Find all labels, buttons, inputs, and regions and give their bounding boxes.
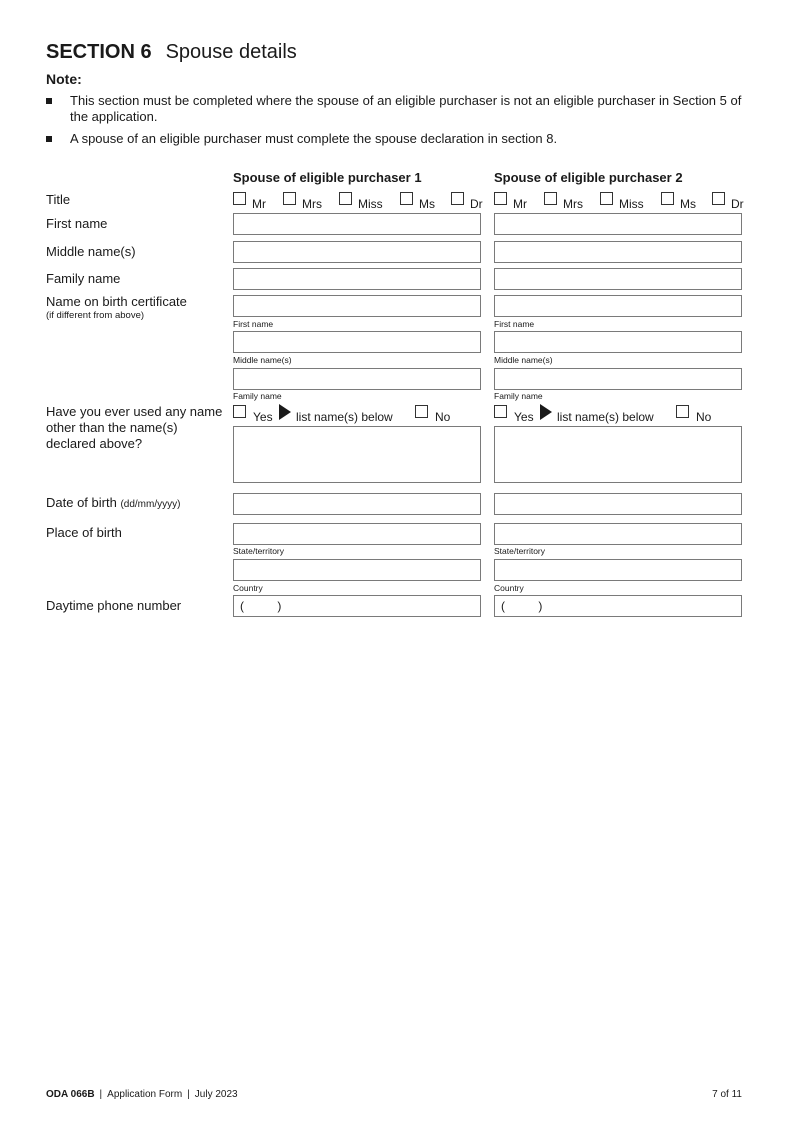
column-header-purchaser-1: Spouse of eligible purchaser 1 <box>233 170 422 185</box>
label-date-of-birth <box>46 495 228 513</box>
date-of-birth-input-1[interactable] <box>233 493 481 515</box>
first-name-input-1[interactable] <box>233 213 481 235</box>
footer-form-code: ODA 066B <box>46 1089 95 1100</box>
title-ms-label: Ms <box>680 197 696 211</box>
title-dr-label: Dr <box>731 197 744 211</box>
other-name-no-checkbox-2[interactable] <box>676 405 689 418</box>
bullet-square-icon <box>46 136 52 142</box>
label-place-of-birth: Place of birth <box>46 525 122 540</box>
title-ms-checkbox-1[interactable] <box>400 192 413 205</box>
footer-form-date: July 2023 <box>194 1089 238 1100</box>
other-name-list-label: list name(s) below <box>296 410 393 424</box>
birth-cert-first-name-input-2[interactable] <box>494 295 742 317</box>
family-name-input-1[interactable] <box>233 268 481 290</box>
title-mrs-checkbox-2[interactable] <box>544 192 557 205</box>
label-birth-certificate <box>46 294 228 321</box>
title-dr-checkbox-2[interactable] <box>712 192 725 205</box>
title-miss-label: Miss <box>619 197 644 211</box>
label-other-name: Have you ever used any name other than the name(s) declared above? <box>46 404 223 451</box>
birth-country-input-1[interactable] <box>233 559 481 581</box>
title-miss-label: Miss <box>358 197 383 211</box>
label-birth-certificate-text: Name on birth certificate <box>46 294 187 309</box>
birth-cert-first-name-input-1[interactable] <box>233 295 481 317</box>
label-family-name: Family name <box>46 271 121 286</box>
footer-page-number: 7 of 11 <box>712 1089 742 1100</box>
other-name-yes-label: Yes <box>253 410 273 424</box>
label-phone: Daytime phone number <box>46 598 182 613</box>
caption-country: Country <box>494 583 524 593</box>
other-name-no-checkbox-1[interactable] <box>415 405 428 418</box>
caption-family-name: Family name <box>233 391 282 401</box>
first-name-input-2[interactable] <box>494 213 742 235</box>
middle-names-input-1[interactable] <box>233 241 481 263</box>
title-dr-checkbox-1[interactable] <box>451 192 464 205</box>
birth-state-input-1[interactable] <box>233 523 481 545</box>
birth-cert-family-name-input-2[interactable] <box>494 368 742 390</box>
birth-cert-middle-names-input-1[interactable] <box>233 331 481 353</box>
arrow-right-icon <box>279 404 291 420</box>
footer-separator: | <box>99 1089 103 1100</box>
footer-form-name: Application Form <box>107 1089 183 1100</box>
caption-state: State/territory <box>233 546 285 556</box>
title-mrs-checkbox-1[interactable] <box>283 192 296 205</box>
caption-country: Country <box>233 583 263 593</box>
title-mr-label: Mr <box>252 197 266 211</box>
column-header-purchaser-2: Spouse of eligible purchaser 2 <box>494 170 683 185</box>
other-name-yes-label: Yes <box>514 410 534 424</box>
title-mr-checkbox-2[interactable] <box>494 192 507 205</box>
other-names-textarea-1[interactable] <box>233 426 481 483</box>
title-dr-label: Dr <box>470 197 483 211</box>
label-dob-hint: (dd/mm/yyyy) <box>120 499 181 510</box>
other-name-no-label: No <box>696 410 712 424</box>
note-bullet-2 <box>46 131 746 147</box>
note-bullet-1 <box>46 93 746 125</box>
label-title: Title <box>46 192 71 207</box>
other-name-no-label: No <box>435 410 451 424</box>
other-name-yes-checkbox-2[interactable] <box>494 405 507 418</box>
caption-first-name: First name <box>494 319 535 329</box>
label-dob-text: Date of birth <box>46 495 117 510</box>
note-bullet-text: This section must be completed where the spouse of an eligible purchaser is not an eligible purchaser in Section 5 of the application. <box>70 93 742 124</box>
title-miss-checkbox-1[interactable] <box>339 192 352 205</box>
birth-state-input-2[interactable] <box>494 523 742 545</box>
caption-state: State/territory <box>494 546 546 556</box>
label-birth-certificate-sub: (if different from above) <box>46 310 145 321</box>
title-ms-checkbox-2[interactable] <box>661 192 674 205</box>
date-of-birth-input-2[interactable] <box>494 493 742 515</box>
label-middle-names: Middle name(s) <box>46 244 136 259</box>
phone-area-code: ( ) <box>501 599 543 613</box>
bullet-square-icon <box>46 98 52 104</box>
phone-area-code: ( ) <box>240 599 282 613</box>
title-miss-checkbox-2[interactable] <box>600 192 613 205</box>
note-bullet-text: A spouse of an eligible purchaser must complete the spouse declaration in section 8. <box>70 131 558 146</box>
section-number: SECTION 6 <box>46 41 152 63</box>
middle-names-input-2[interactable] <box>494 241 742 263</box>
footer-separator: | <box>187 1089 190 1100</box>
footer-form-info <box>46 1089 238 1100</box>
title-mr-checkbox-1[interactable] <box>233 192 246 205</box>
caption-middle-names: Middle name(s) <box>494 355 553 365</box>
family-name-input-2[interactable] <box>494 268 742 290</box>
label-first-name: First name <box>46 216 108 231</box>
note-label: Note: <box>46 71 82 87</box>
title-mr-label: Mr <box>513 197 527 211</box>
section-title: Spouse details <box>165 41 297 63</box>
arrow-right-icon <box>540 404 552 420</box>
caption-middle-names: Middle name(s) <box>233 355 292 365</box>
title-mrs-label: Mrs <box>563 197 583 211</box>
birth-country-input-2[interactable] <box>494 559 742 581</box>
caption-family-name: Family name <box>494 391 543 401</box>
title-mrs-label: Mrs <box>302 197 322 211</box>
phone-input-2[interactable] <box>494 595 742 617</box>
other-names-textarea-2[interactable] <box>494 426 742 483</box>
caption-first-name: First name <box>233 319 274 329</box>
title-ms-label: Ms <box>419 197 435 211</box>
birth-cert-middle-names-input-2[interactable] <box>494 331 742 353</box>
birth-cert-family-name-input-1[interactable] <box>233 368 481 390</box>
other-name-yes-checkbox-1[interactable] <box>233 405 246 418</box>
other-name-list-label: list name(s) below <box>557 410 654 424</box>
section-heading <box>46 41 297 64</box>
phone-input-1[interactable] <box>233 595 481 617</box>
